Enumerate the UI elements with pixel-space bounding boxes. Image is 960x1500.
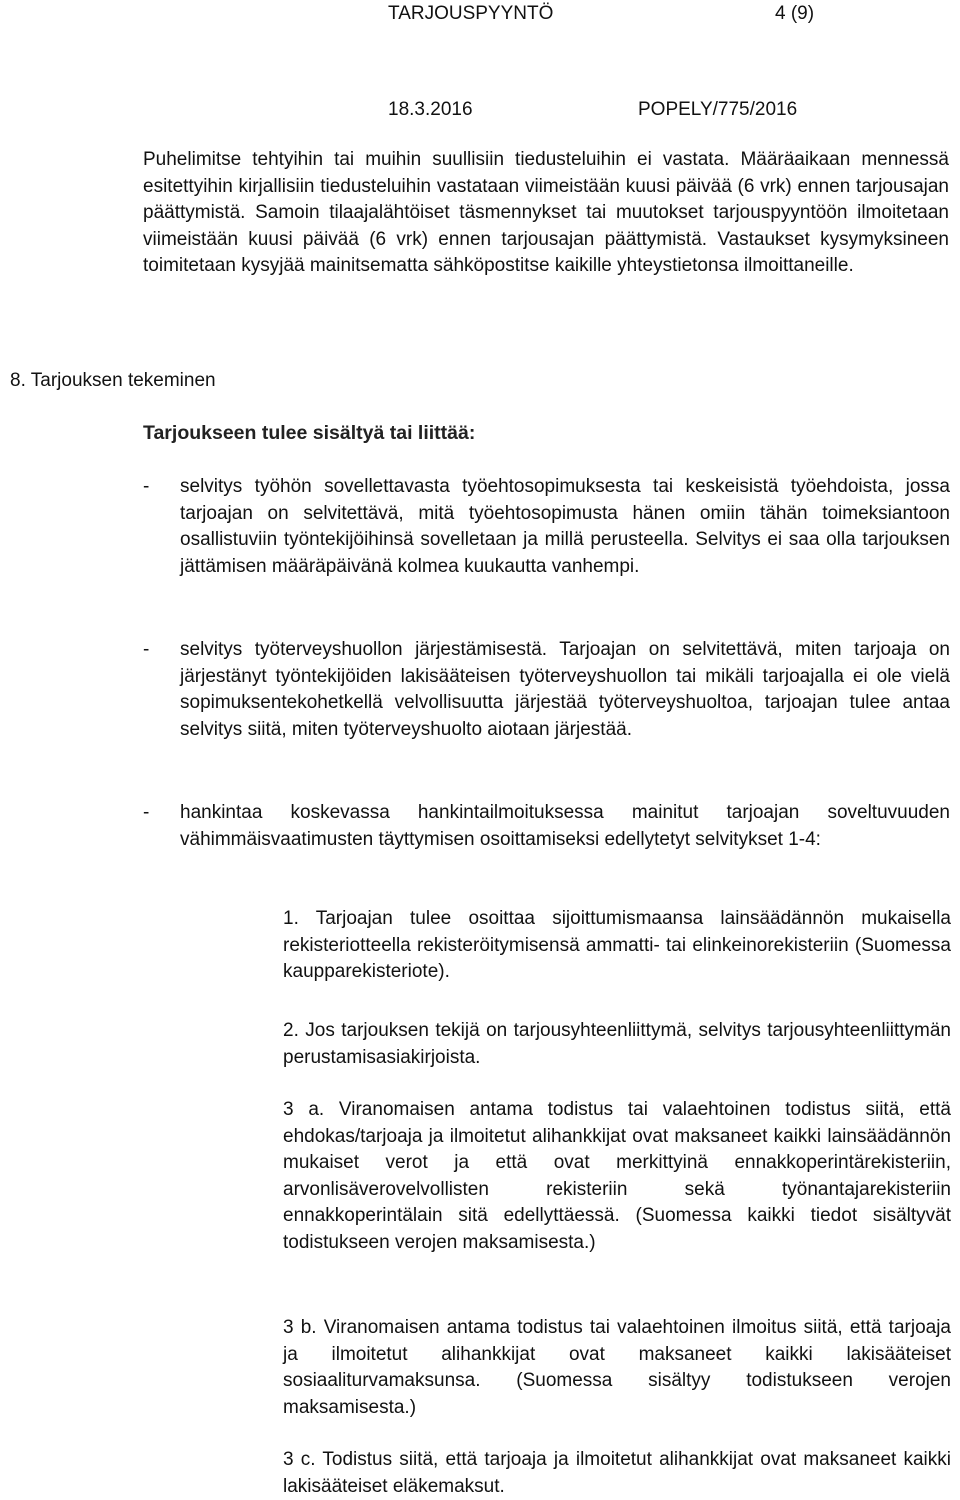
section-heading: 8. Tarjouksen tekeminen — [10, 370, 216, 391]
bullet-item: hankintaa koskevassa hankintailmoituksessa mainitut tarjoajan soveltuvuuden vähimmäisvaatimusten täyttymisen osoittamiseksi edellytetyt selvitykset 1-4: — [180, 802, 950, 850]
numbered-item: 1. Tarjoajan tulee osoittaa sijoittumismaansa lainsäädännön mukaisella rekisteriotteella rekisteröitymisensä ammatti- tai elinkeinorekisteriin (Suomessa kaupparekisteriote). — [283, 908, 951, 983]
section-subheading: Tarjoukseen tulee sisältyä tai liittää: — [143, 422, 476, 444]
numbered-item: 3 c. Todistus siitä, että tarjoaja ja ilmoitetut alihankkijat ovat maksaneet kaikki lakisääteiset eläkemaksut. — [283, 1449, 951, 1497]
bullet-marker: - — [143, 639, 150, 660]
bullet-marker: - — [143, 802, 150, 823]
numbered-item: 2. Jos tarjouksen tekijä on tarjousyhteenliittymä, selvitys tarjousyhteenliittymän perustamisasiakirjoista. — [283, 1020, 951, 1068]
numbered-item: 3 a. Viranomaisen antama todistus tai valaehtoinen todistus siitä, että ehdokas/tarjoaja ja ilmoitetut alihankkijat ovat maksaneet kaikki lainsäädännön mukaiset verot ja että ovat merkittyinä ennakkoperintärekisteriin, arvonlisäverovelvollisten rekisteriin sekä työnantajarekisteriin ennakkoperintälain sitä edellyttäessä. (Suomessa kaikki tiedot sisältyvät todistukseen verojen maksamisesta.) — [283, 1099, 951, 1253]
bullet-item: selvitys työhön sovellettavasta työehtosopimuksesta tai keskeisistä työehdoista, jossa tarjoajan on selvitettävä, mitä työehtosopimusta hänen omiin tähän toimeksiantoon osallistuviin työntekijöihinsä sovelletaan ja millä perusteella. Selvitys ei saa olla tarjouksen jättämisen määräpäivänä kolmea kuukautta vanhempi. — [180, 476, 950, 577]
page-number: 4 (9) — [775, 3, 815, 24]
document-date: 18.3.2016 — [388, 99, 473, 120]
document-title: TARJOUSPYYNTÖ — [388, 3, 554, 24]
bullet-item: selvitys työterveyshuollon järjestämisestä. Tarjoajan on selvitettävä, miten tarjoaja on järjestänyt työntekijöiden lakisääteisen työterveyshuollon tai mikäli tarjoajalla ei ole vielä sopimuksentekohetkellä velvollisuutta järjestää työterveyshuoltoa, tarjoajan tulee antaa selvitys siitä, miten työterveyshuolto aiotaan järjestää. — [180, 639, 950, 740]
intro-paragraph: Puhelimitse tehtyihin tai muihin suullisiin tiedusteluihin ei vastata. Määräaikaan mennessä esitettyihin kirjallisiin tiedusteluihin vastataan viimeistään kuusi päivää (6 vrk) ennen tarjousajan päättymistä. Samoin tilaajalähtöiset täsmennykset tai muutokset tarjouspyyntöön ilmoitetaan viimeistään kuusi päivää (6 vrk) ennen tarjousajan päättymistä. Vastaukset kysymyksineen toimitetaan kysyjää mainitsematta sähköpostitse kaikille yhteystietonsa ilmoittaneille. — [143, 149, 949, 277]
numbered-item: 3 b. Viranomaisen antama todistus tai valaehtoinen ilmoitus siitä, että tarjoaja ja ilmoitetut alihankkijat ovat maksaneet kaikki lakisääteiset sosiaaliturvamaksunsa. (Suomessa sisältyy todistukseen verojen maksamisesta.) — [283, 1317, 951, 1418]
bullet-marker: - — [143, 476, 150, 497]
document-reference: POPELY/775/2016 — [638, 99, 798, 120]
